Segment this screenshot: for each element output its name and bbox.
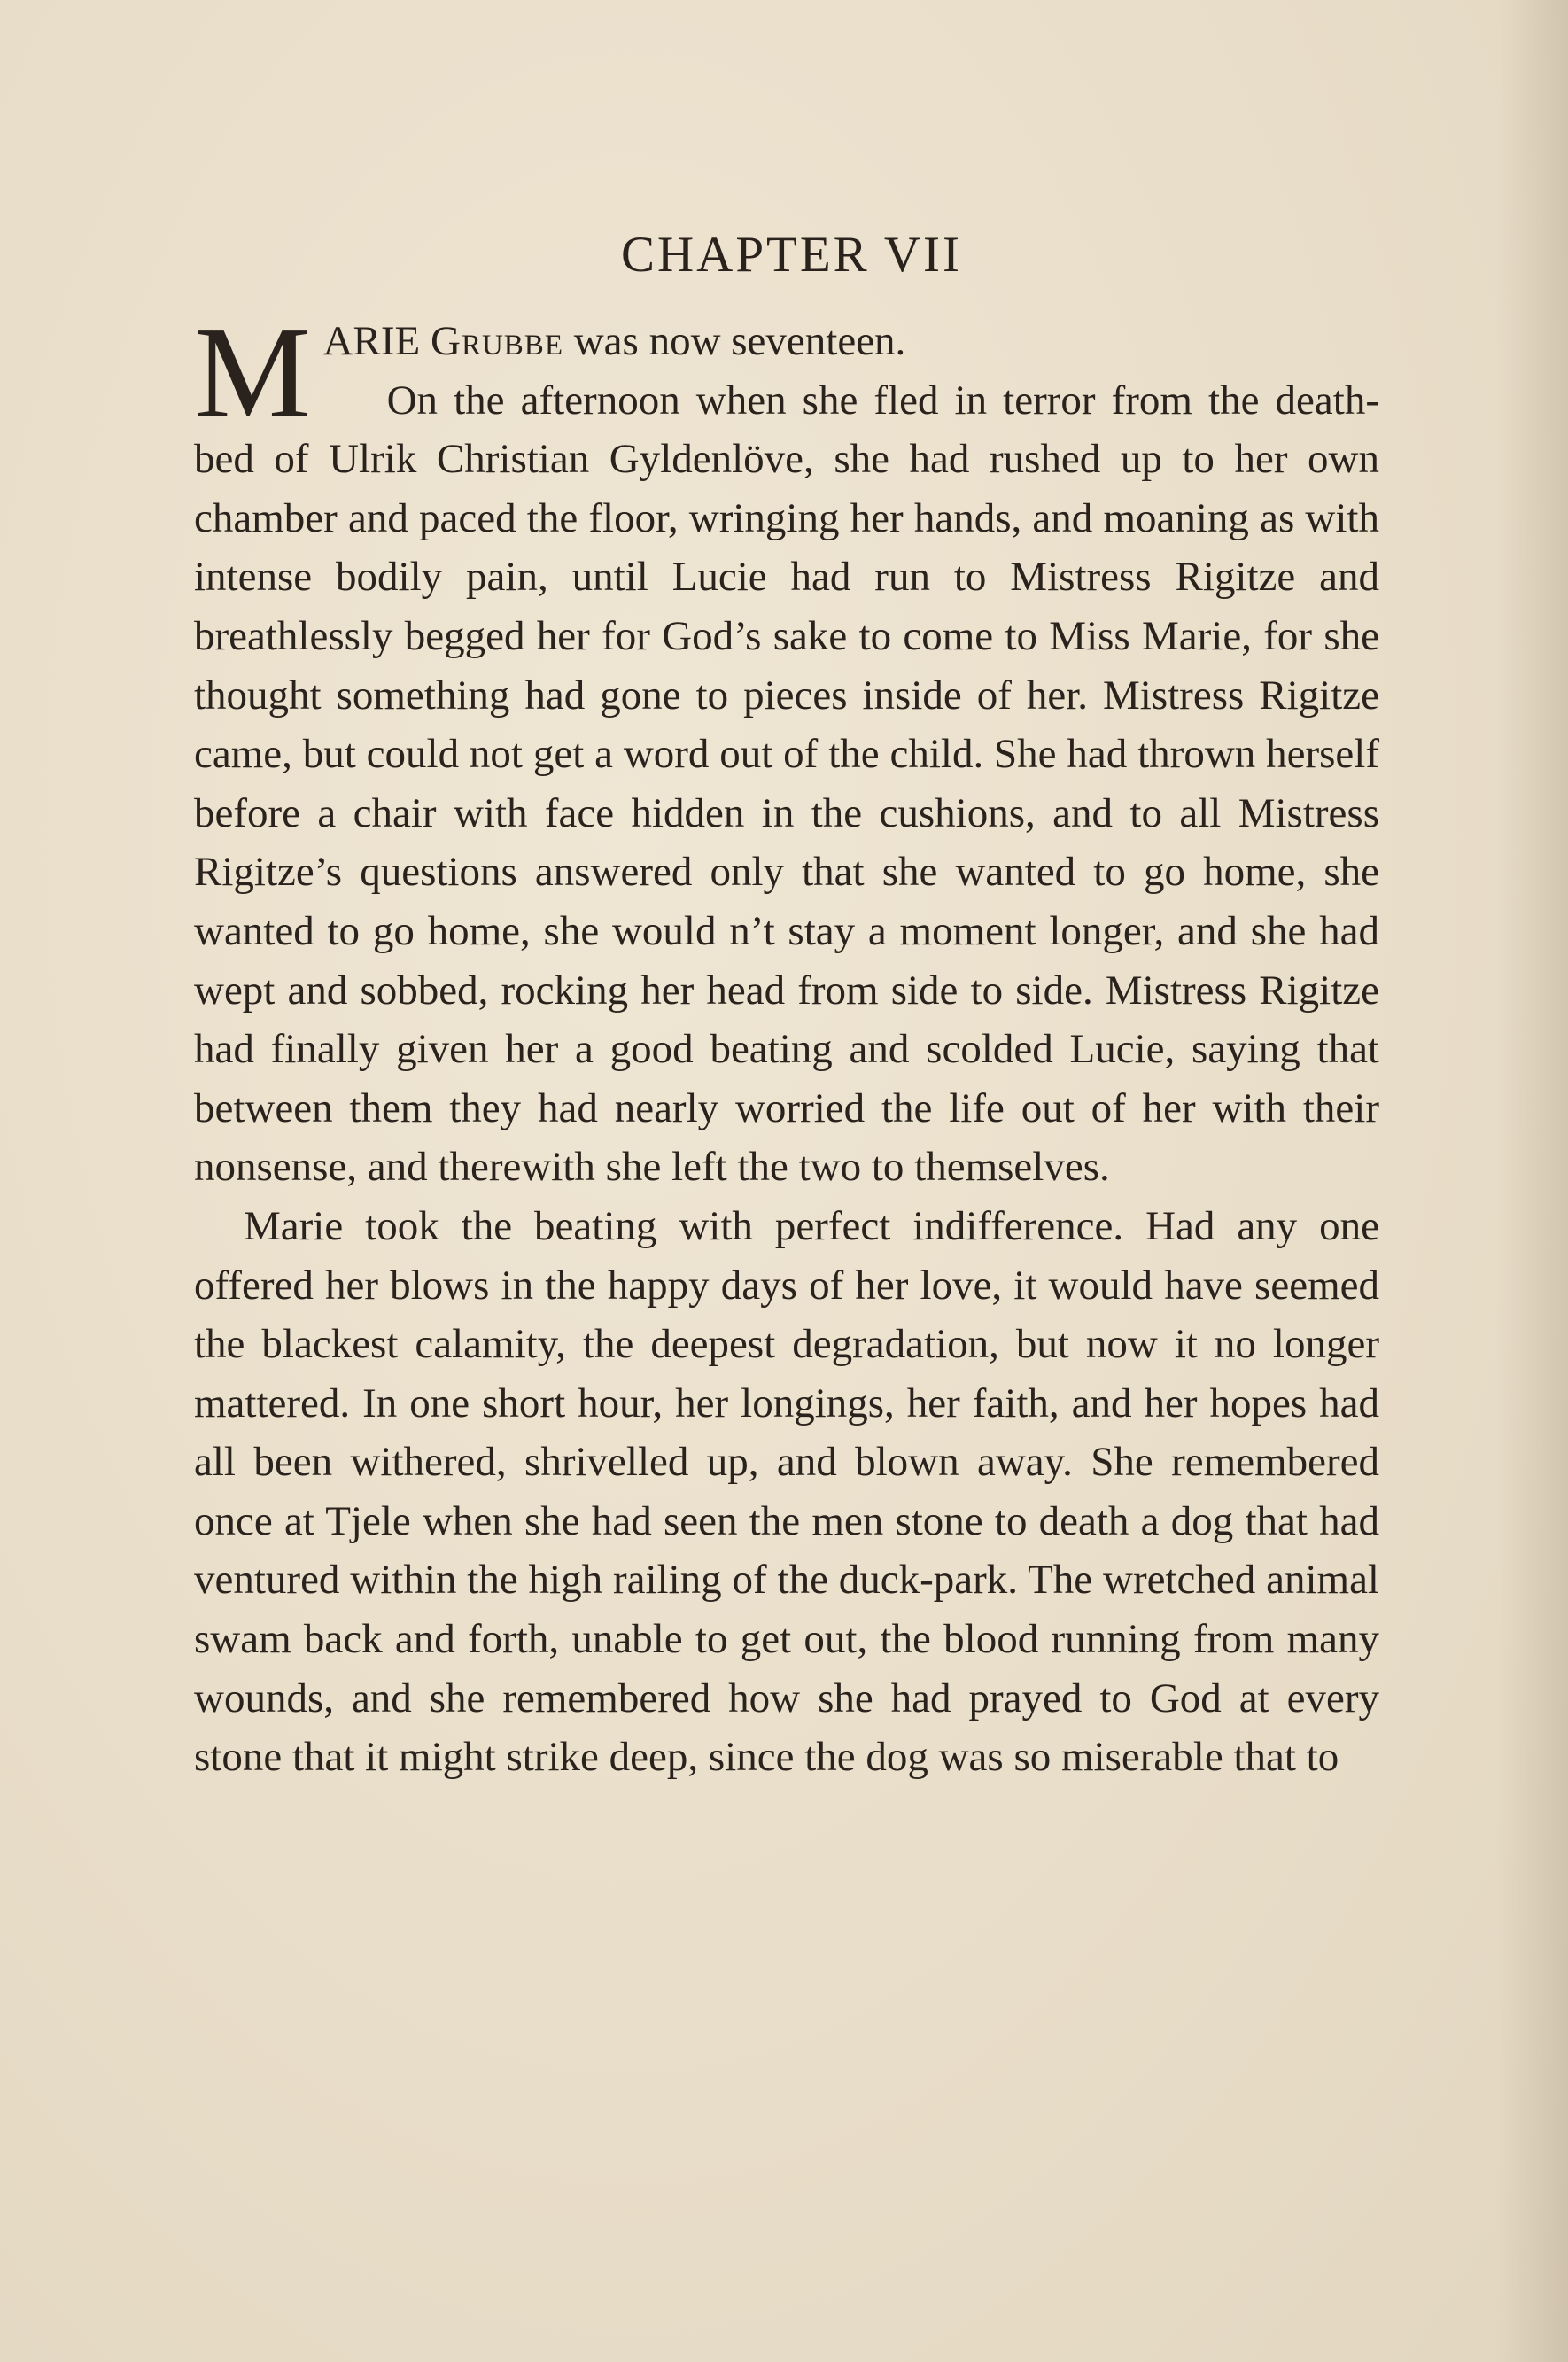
opening-word: ARIE xyxy=(322,318,421,364)
opening-name: Grubbe xyxy=(431,318,563,364)
chapter-text xyxy=(194,300,1379,1787)
first-paragraph-body: On the afternoon when she fled in terror from the death-bed of Ulrik Christian Gyldenlöve, she had rushed up to her own chamber and paced the floor, wringing her hands, and moaning as with intense bodily pain, until Lucie had run to Mistress Rigitze and breathlessly begged her for God’s sake to come to Miss Marie, for she thought something had gone to pieces inside of her. Mistress Rigitze came, but could not get a word out of the child. She had thrown herself before a chair with face hidden in the cushions, and to all Mistress Rigitze’s questions answered only that she wanted to go home, she wanted to go home, she would n’t stay a moment longer, and she had wept and sobbed, rocking her head from side to side. Mistress Rigitze had finally given her a good beating and scolded Lucie, saying that between them they had nearly worried the life out of her with their nonsense, and therewith she left the two to themselves. xyxy=(194,377,1379,1191)
second-paragraph: Marie took the beating with perfect indifference. Had any one offered her blows in the happy days of her love, it would have seemed the blackest calamity, the deepest degradation, but now it no longer mattered. In one short hour, her longings, her faith, and her hopes had all been withered, shrivelled up, and blown away. She remembered once at Tjele when she had seen the men stone to death a dog that had ventured within the high railing of the duck-park. The wretched animal swam back and forth, unable to get out, the blood running from many wounds, and she remembered how she had prayed to God at every stone that it might strike deep, since the dog was so miserable that to xyxy=(194,1202,1379,1781)
drop-cap: M xyxy=(194,300,311,446)
first-paragraph xyxy=(194,300,1379,1197)
chapter-heading: CHAPTER VII xyxy=(620,227,963,283)
opening-rest: was now seventeen. xyxy=(573,318,906,364)
